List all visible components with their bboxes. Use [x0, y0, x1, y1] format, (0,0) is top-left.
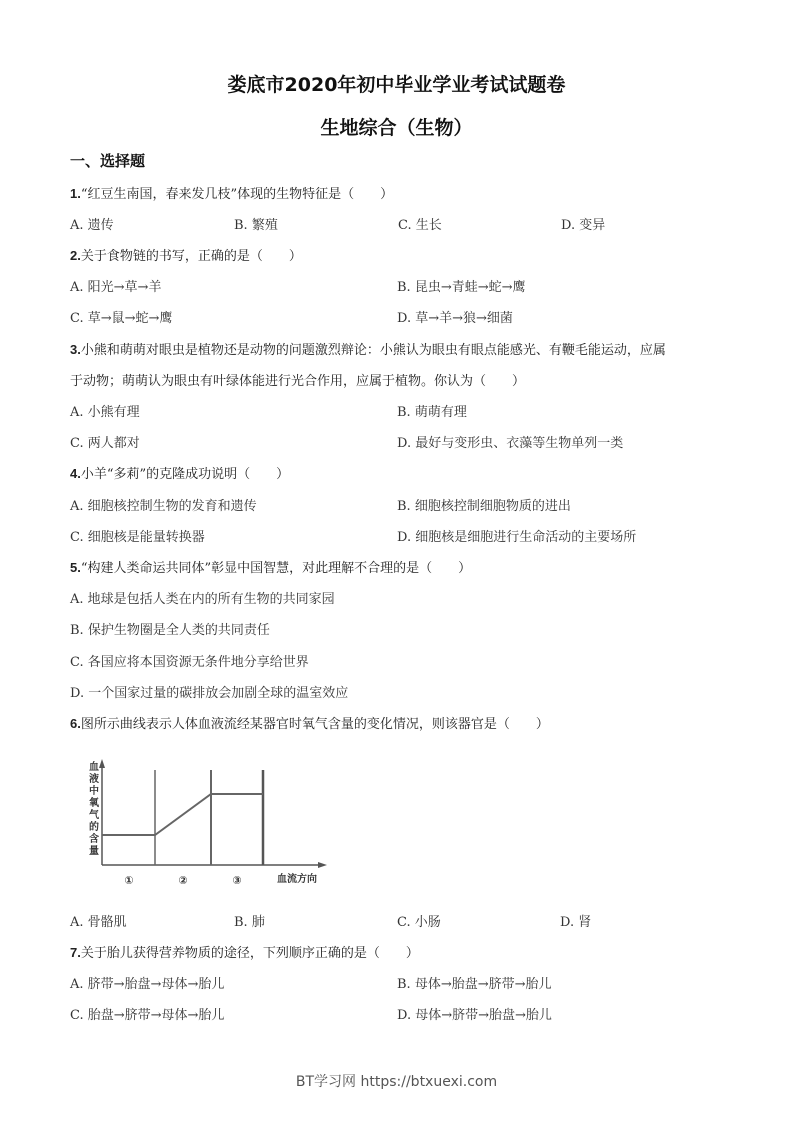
question-text: 关于胎儿获得营养物质的途径，下列顺序正确的是（ ）: [80, 946, 419, 961]
option-1c[interactable]: C. 生长: [398, 218, 442, 233]
option-4a[interactable]: A. 细胞核控制生物的发育和遗传: [70, 499, 257, 514]
option-4d[interactable]: D. 细胞核是细胞进行生命活动的主要场所: [397, 530, 637, 545]
svg-text:中: 中: [89, 786, 99, 797]
x-axis-arrow-icon: [318, 862, 327, 868]
svg-text:血: 血: [89, 762, 99, 773]
option-3d[interactable]: D. 最好与变形虫、衣藻等生物单列一类: [397, 436, 624, 451]
question-text: 关于食物链的书写，正确的是（ ）: [80, 249, 302, 264]
option-6c[interactable]: C. 小肠: [397, 915, 441, 930]
region-label-1: ①: [124, 874, 134, 887]
question-number: 3.: [70, 342, 81, 357]
option-3b[interactable]: B. 萌萌有理: [397, 405, 467, 420]
footer-watermark[interactable]: BT学习网 https://btxuexi.com: [295, 1074, 498, 1090]
region-label-3: ③: [232, 874, 242, 887]
svg-text:氧: 氧: [89, 798, 99, 809]
exam-title: 娄底市2020年初中毕业学业考试试题卷: [227, 74, 566, 96]
option-7b[interactable]: B. 母体→胎盘→脐带→胎儿: [397, 977, 552, 992]
option-6d[interactable]: D. 肾: [560, 915, 592, 930]
question-number: 7.: [70, 945, 81, 960]
option-5a[interactable]: A. 地球是包括人类在内的所有生物的共同家园: [70, 592, 335, 607]
question-text: 图所示曲线表示人体血液流经某器官时氧气含量的变化情况，则该器官是（ ）: [80, 717, 549, 732]
option-2d[interactable]: D. 草→羊→狼→细菌: [397, 311, 513, 326]
option-5d[interactable]: D. 一个国家过量的碳排放会加剧全球的温室效应: [70, 686, 349, 701]
option-7c[interactable]: C. 胎盘→脐带→母体→胎儿: [70, 1008, 225, 1023]
question-number: 6.: [70, 716, 81, 731]
question-text: “红豆生南国，春来发几枝”体现的生物特征是（ ）: [80, 187, 394, 202]
question-text: 小羊“多莉”的克隆成功说明（ ）: [80, 467, 290, 482]
question-number: 2.: [70, 248, 81, 263]
question-text: “构建人类命运共同体”彰显中国智慧，对此理解不合理的是（ ）: [80, 561, 472, 576]
option-6b[interactable]: B. 肺: [234, 915, 265, 930]
x-axis-label: 血流方向: [277, 874, 317, 885]
question-3-line2: 于动物；萌萌认为眼虫有叶绿体能进行光合作用，应属于植物。你认为（ ）: [70, 374, 526, 389]
region-label-2: ②: [178, 874, 188, 887]
option-5b[interactable]: B. 保护生物圈是全人类的共同责任: [70, 623, 270, 638]
option-1a[interactable]: A. 遗传: [70, 218, 114, 233]
option-2a[interactable]: A. 阳光→草→羊: [70, 280, 162, 295]
option-7a[interactable]: A. 脐带→胎盘→母体→胎儿: [70, 977, 225, 992]
question-number: 5.: [70, 560, 81, 575]
option-3c[interactable]: C. 两人都对: [70, 436, 140, 451]
question-number: 1.: [70, 186, 81, 201]
svg-text:气: 气: [89, 810, 99, 821]
question-text-line1: 小熊和萌萌对眼虫是植物还是动物的问题激烈辩论：小熊认为眼虫有眼点能感光、有鞭毛能运动，应属: [80, 343, 666, 358]
y-axis-arrow-icon: [99, 759, 105, 768]
section-heading: 一、选择题: [70, 152, 146, 170]
option-2b[interactable]: B. 昆虫→青蛙→蛇→鹰: [397, 280, 526, 295]
option-2c[interactable]: C. 草→鼠→蛇→鹰: [70, 311, 173, 326]
option-4c[interactable]: C. 细胞核是能量转换器: [70, 530, 205, 545]
option-7d[interactable]: D. 母体→脐带→胎盘→胎儿: [397, 1008, 552, 1023]
option-4b[interactable]: B. 细胞核控制细胞物质的进出: [397, 499, 571, 514]
option-5c[interactable]: C. 各国应将本国资源无条件地分享给世界: [70, 655, 309, 670]
option-1b[interactable]: B. 繁殖: [234, 218, 278, 233]
svg-text:的: 的: [89, 822, 99, 833]
option-6a[interactable]: A. 骨骼肌: [70, 915, 127, 930]
svg-text:量: 量: [89, 846, 99, 857]
option-3a[interactable]: A. 小熊有理: [70, 405, 140, 420]
oxygen-curve: [102, 794, 263, 835]
question-7: [70, 942, 419, 961]
exam-subtitle: 生地综合（生物）: [320, 117, 473, 139]
svg-text:含: 含: [89, 834, 99, 845]
svg-text:液: 液: [89, 774, 99, 785]
question-number: 4.: [70, 466, 81, 481]
y-axis-label: [89, 760, 100, 857]
option-1d[interactable]: D. 变异: [561, 218, 606, 233]
